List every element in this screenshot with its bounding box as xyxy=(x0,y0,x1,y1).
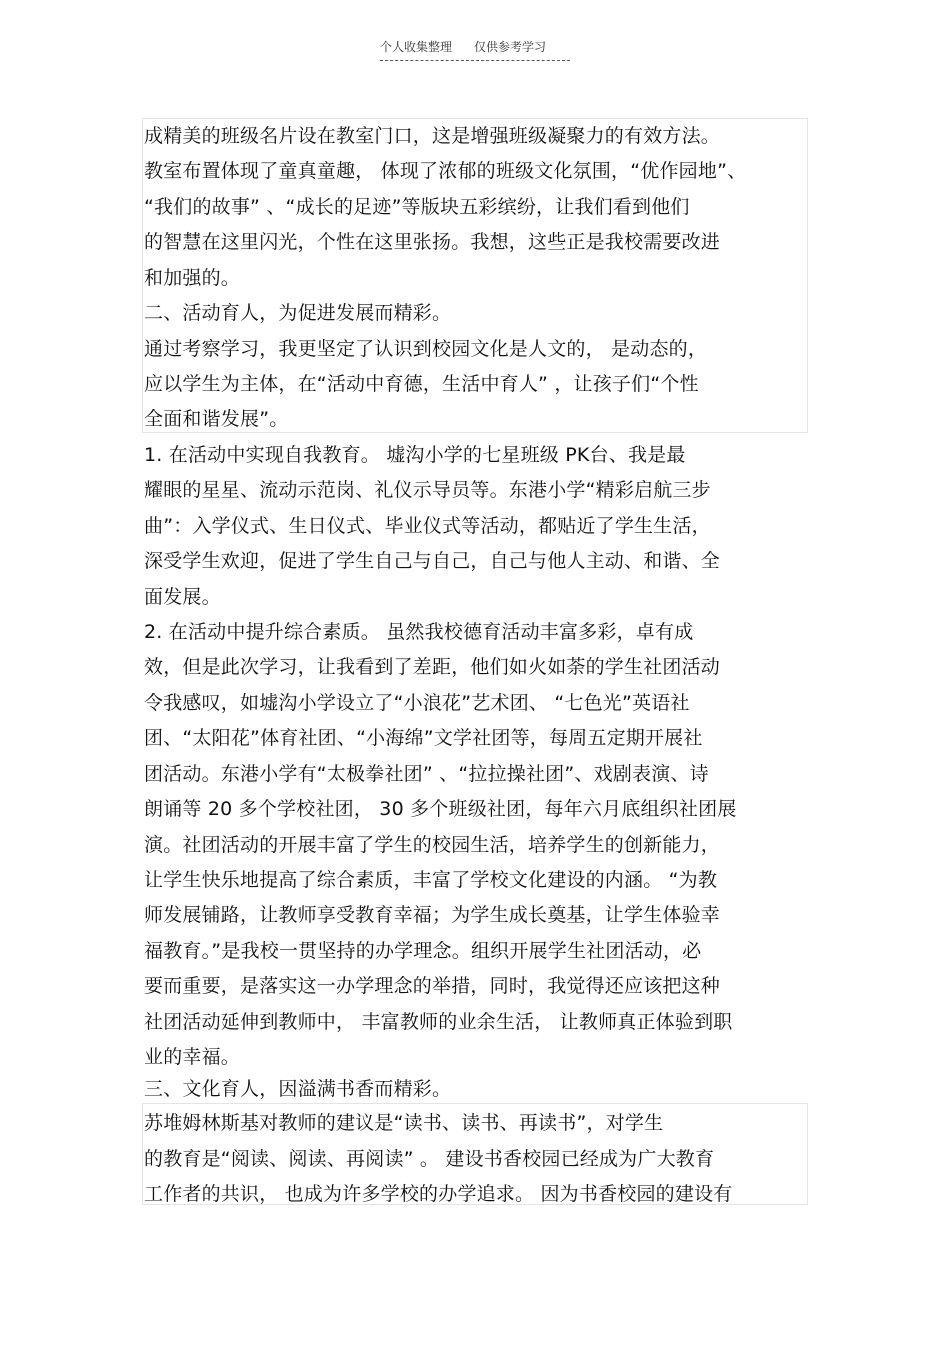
section-heading: 三、文化育人，因溢满书香而精彩。 xyxy=(144,1078,452,1100)
text-line: 全面和谐发展”。 xyxy=(144,408,289,430)
text-line: 业的幸福。 xyxy=(144,1046,241,1068)
text-line: 苏堆姆林斯基对教师的建议是“读书、读书、再读书”，对学生 xyxy=(144,1112,664,1134)
text-line: 成精美的班级名片设在教室门口，这是增强班级凝聚力的有效方法。 xyxy=(144,125,721,147)
text-line: 通过考察学习，我更坚定了认识到校园文化是人文的， 是动态的， xyxy=(144,338,708,360)
text-line: 2. 在活动中提升综合素质。 虽然我校德育活动丰富多彩，卓有成 xyxy=(144,621,694,643)
text-line: 应以学生为主体，在“活动中育德，生活中育人” ，让孩子们“个性 xyxy=(144,373,699,395)
text-line: 演。社团活动的开展丰富了学生的校园生活，培养学生的创新能力， xyxy=(144,834,721,856)
text-line: 曲”：入学仪式、生日仪式、毕业仪式等活动，都贴近了学生生活， xyxy=(144,515,711,537)
text-line: 师发展铺路，让教师享受教育幸福；为学生成长奠基，让学生体验幸 xyxy=(144,904,721,926)
text-line: 效，但是此次学习，让我看到了差距，他们如火如荼的学生社团活动 xyxy=(144,656,721,678)
text-line: 社团活动延伸到教师中， 丰富教师的业余生活， 让教师真正体验到职 xyxy=(144,1011,733,1033)
header-left-text: 个人收集整理 xyxy=(380,40,453,54)
text-line: 1. 在活动中实现自我教育。 墟沟小学的七星班级 PK台、我是最 xyxy=(144,444,686,466)
text-line: 福教育。”是我校一贯坚持的办学理念。组织开展学生社团活动，必 xyxy=(144,940,702,962)
text-line: 要而重要，是落实这一办学理念的举措，同时，我觉得还应该把这种 xyxy=(144,975,721,997)
section-heading: 二、活动育人，为促进发展而精彩。 xyxy=(144,302,452,324)
text-line: 朗诵等 20 多个学校社团， 30 多个班级社团，每年六月底组织社团展 xyxy=(144,798,737,820)
text-line: 令我感叹，如墟沟小学设立了“小浪花”艺术团、 “七色光”英语社 xyxy=(144,692,690,714)
header-right-text: 仅供参考学习 xyxy=(474,40,547,54)
text-line: 让学生快乐地提高了综合素质，丰富了学校文化建设的内涵。 “为教 xyxy=(144,869,718,891)
page-header xyxy=(380,38,570,61)
text-line: “我们的故事” 、“成长的足迹”等版块五彩缤纷，让我们看到他们 xyxy=(144,196,690,218)
text-line: 面发展。 xyxy=(144,586,221,608)
text-line: 工作者的共识， 也成为许多学校的办学追求。 因为书香校园的建设有 xyxy=(144,1183,733,1205)
text-line: 的教育是“阅读、阅读、再阅读” 。 建设书香校园已经成为广大教育 xyxy=(144,1148,715,1170)
text-line: 教室布置体现了童真童趣， 体现了浓郁的班级文化氛围，“优作园地”、 xyxy=(144,160,747,182)
text-line: 和加强的。 xyxy=(144,267,241,289)
text-line: 团活动。东港小学有“太极拳社团” 、“拉拉操社团”、戏剧表演、诗 xyxy=(144,763,709,785)
text-line: 团、“太阳花”体育社团、“小海绵”文学社团等，每周五定期开展社 xyxy=(144,727,703,749)
text-line: 耀眼的星星、流动示范岗、礼仪示导员等。东港小学“精彩启航三步 xyxy=(144,479,711,501)
text-line: 的智慧在这里闪光，个性在这里张扬。我想，这些正是我校需要改进 xyxy=(144,231,721,253)
text-line: 深受学生欢迎，促进了学生自己与自己，自己与他人主动、和谐、全 xyxy=(144,550,721,572)
